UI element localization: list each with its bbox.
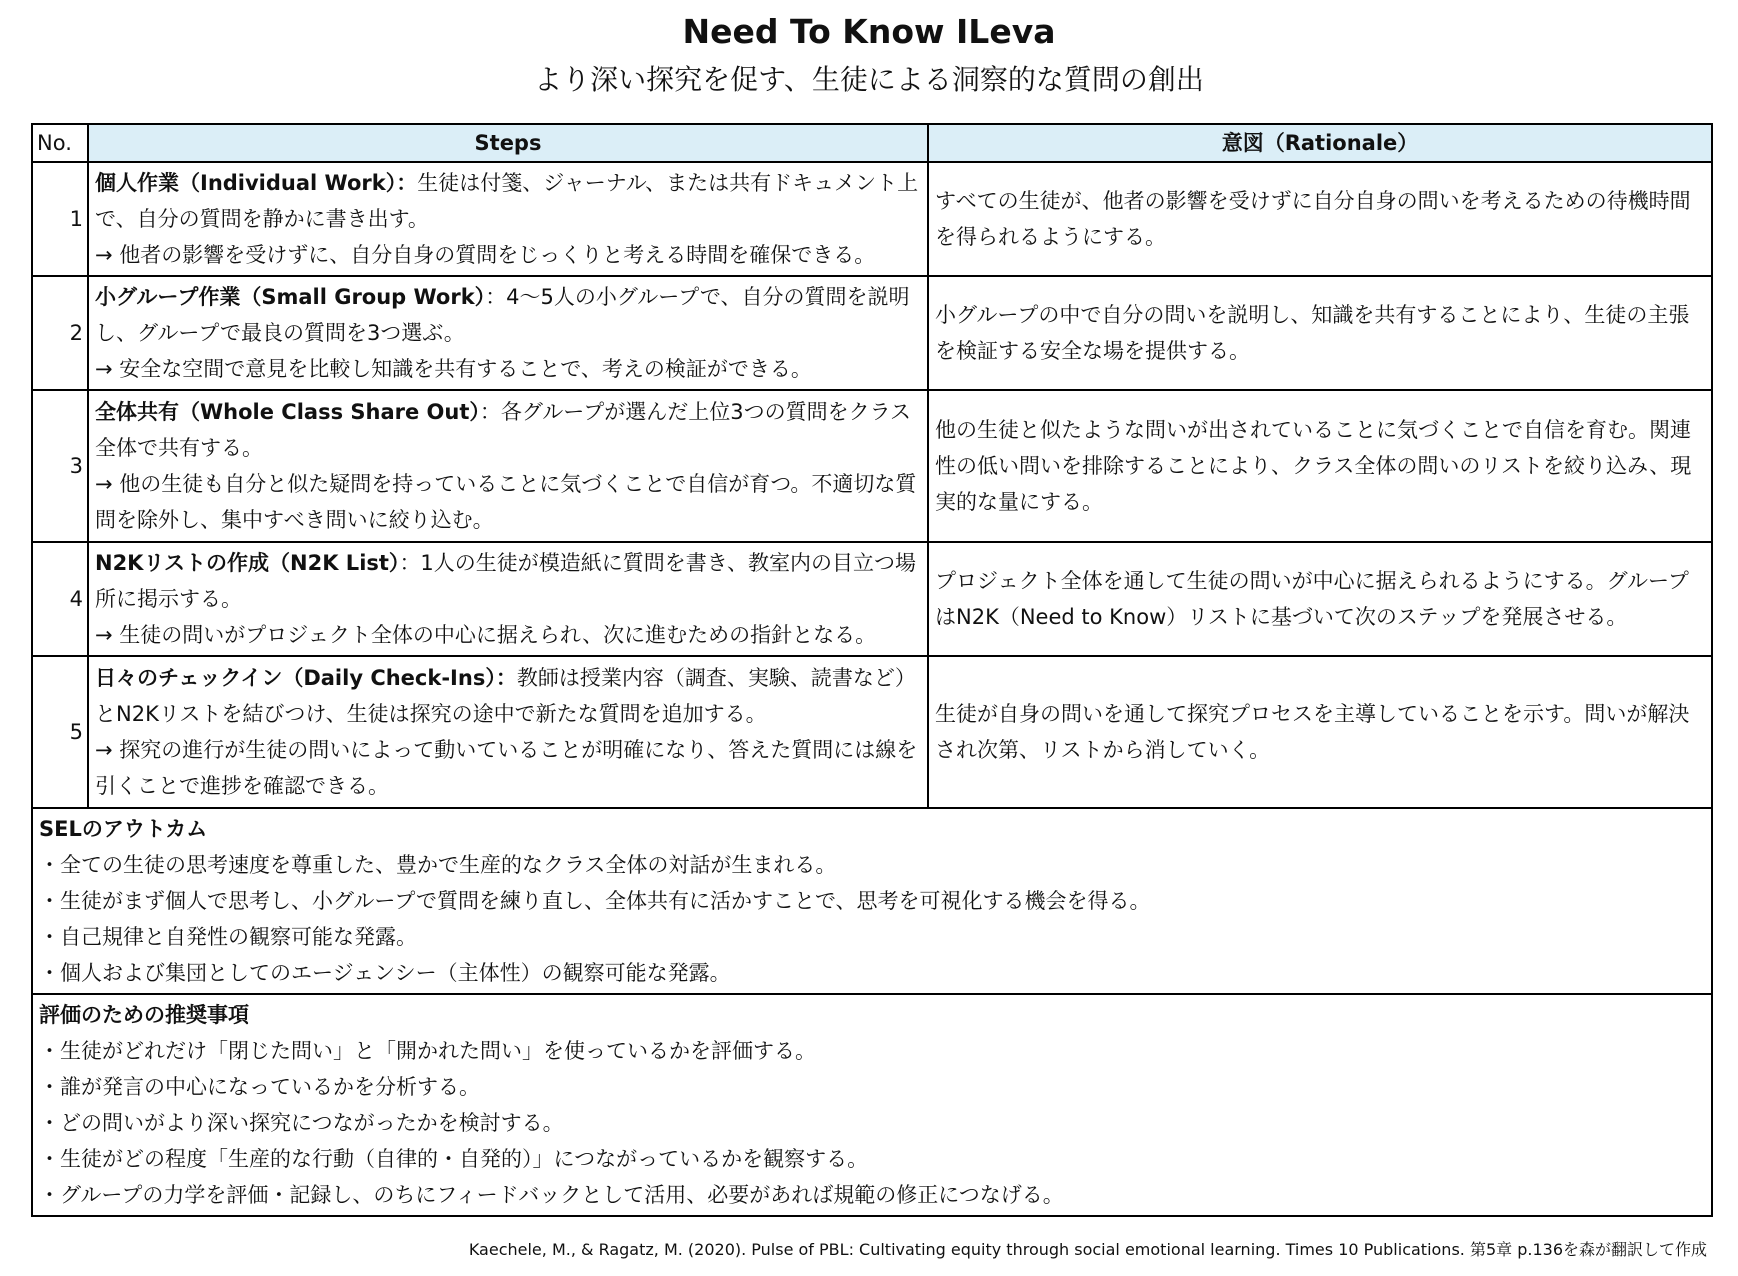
sel-outcomes-block [32, 808, 1712, 994]
table-header-row [32, 124, 1712, 162]
step-result: → 他の生徒も自分と似た疑問を持っていることに気づくことで自信が育つ。不適切な質問を除外し、集中すべき問いに絞り込む。 [95, 472, 917, 532]
step-result: → 探究の進行が生徒の問いによって動いていることが明確になり、答えた質問には線を引くことで進捗を確認できる。 [95, 738, 918, 798]
table-row [32, 542, 1712, 656]
step-description: ：4〜5人の小グループで、自分の質問を説明し、グループで最良の質問を3つ選ぶ。 [95, 285, 910, 345]
step-result: → 安全な空間で意見を比較し知識を共有することで、考えの検証ができる。 [95, 357, 812, 381]
list-item: ・生徒がどれだけ「閉じた問い」と「開かれた問い」を使っているかを評価する。 [39, 1039, 816, 1063]
list-item: ・個人および集団としてのエージェンシー（主体性）の観察可能な発露。 [39, 961, 731, 985]
table-row [32, 656, 1712, 808]
step-cell [88, 542, 928, 656]
step-description: ：1人の生徒が模造紙に質問を書き、教室内の目立つ場所に掲示する。 [95, 551, 916, 611]
table-row [32, 162, 1712, 276]
step-description: ：各グループが選んだ上位3つの質問をクラス全体で共有する。 [95, 400, 911, 460]
row-number: 5 [32, 656, 88, 808]
page-title: Need To Know ILeva [682, 12, 1056, 51]
step-cell [88, 656, 928, 808]
list-item: ・どの問いがより深い探究につながったかを検討する。 [39, 1111, 564, 1135]
table-row [32, 276, 1712, 390]
step-cell [88, 276, 928, 390]
table-row [32, 390, 1712, 542]
col-header-rationale: 意図（Rationale） [928, 124, 1712, 162]
source-citation: Kaechele, M., & Ragatz, M. (2020). Pulse of PBL: Cultivating equity through social emotional learning. Times 10 Publications. 第5章 p.136を森が翻訳して作成 [468, 1240, 1707, 1259]
step-title: N2Kリストの作成（N2K List） [95, 551, 400, 575]
row-number: 2 [32, 276, 88, 390]
col-header-no: No. [32, 124, 88, 162]
step-result: → 生徒の問いがプロジェクト全体の中心に据えられ、次に進むための指針となる。 [95, 623, 877, 647]
step-description: 教師は授業内容（調査、実験、読書など）とN2Kリストを結びつけ、生徒は探究の途中で新たな質問を追加する。 [95, 666, 916, 726]
row-number: 3 [32, 390, 88, 542]
rationale-cell: すべての生徒が、他者の影響を受けずに自分自身の問いを考えるための待機時間を得られるようにする。 [928, 162, 1712, 276]
step-title: 日々のチェックイン（Daily Check-Ins）： [95, 666, 517, 690]
col-header-steps: Steps [88, 124, 928, 162]
step-title: 個人作業（Individual Work）： [95, 171, 418, 195]
assessment-block [32, 994, 1712, 1216]
assessment-heading: 評価のための推奨事項 [39, 1003, 249, 1027]
rationale-cell: 他の生徒と似たような問いが出されていることに気づくことで自信を育む。関連性の低い問いを排除することにより、クラス全体の問いのリストを絞り込み、現実的な量にする。 [928, 390, 1712, 542]
step-title: 小グループ作業（Small Group Work） [95, 285, 486, 309]
assessment-row [32, 994, 1712, 1216]
list-item: ・生徒がまず個人で思考し、小グループで質問を練り直し、全体共有に活かすことで、思考を可視化する機会を得る。 [39, 889, 1151, 913]
step-title: 全体共有（Whole Class Share Out） [95, 400, 480, 424]
list-item: ・全ての生徒の思考速度を尊重した、豊かで生産的なクラス全体の対話が生まれる。 [39, 853, 837, 877]
rationale-cell: プロジェクト全体を通して生徒の問いが中心に据えられるようにする。グループはN2K（Need to Know）リストに基づいて次のステップを発展させる。 [928, 542, 1712, 656]
rationale-cell: 生徒が自身の問いを通して探究プロセスを主導していることを示す。問いが解決され次第、リストから消していく。 [928, 656, 1712, 808]
list-item: ・生徒がどの程度「生産的な行動（自律的・自発的）」につながっているかを観察する。 [39, 1147, 869, 1171]
row-number: 1 [32, 162, 88, 276]
sel-outcomes-row [32, 808, 1712, 994]
step-cell [88, 390, 928, 542]
step-cell [88, 162, 928, 276]
rationale-cell: 小グループの中で自分の問いを説明し、知識を共有することにより、生徒の主張を検証する安全な場を提供する。 [928, 276, 1712, 390]
step-description: 生徒は付箋、ジャーナル、または共有ドキュメント上で、自分の質問を静かに書き出す。 [95, 171, 919, 231]
list-item: ・自己規律と自発性の観察可能な発露。 [39, 925, 417, 949]
step-result: → 他者の影響を受けずに、自分自身の質問をじっくりと考える時間を確保できる。 [95, 243, 876, 267]
sel-outcomes-heading: SELのアウトカム [39, 817, 208, 841]
list-item: ・グループの力学を評価・記録し、のちにフィードバックとして活用、必要があれば規範の修正につなげる。 [39, 1183, 1064, 1207]
page-subtitle: より深い探究を促す、生徒による洞察的な質問の創出 [534, 63, 1204, 96]
row-number: 4 [32, 542, 88, 656]
steps-table [31, 123, 1713, 1217]
list-item: ・誰が発言の中心になっているかを分析する。 [39, 1075, 480, 1099]
